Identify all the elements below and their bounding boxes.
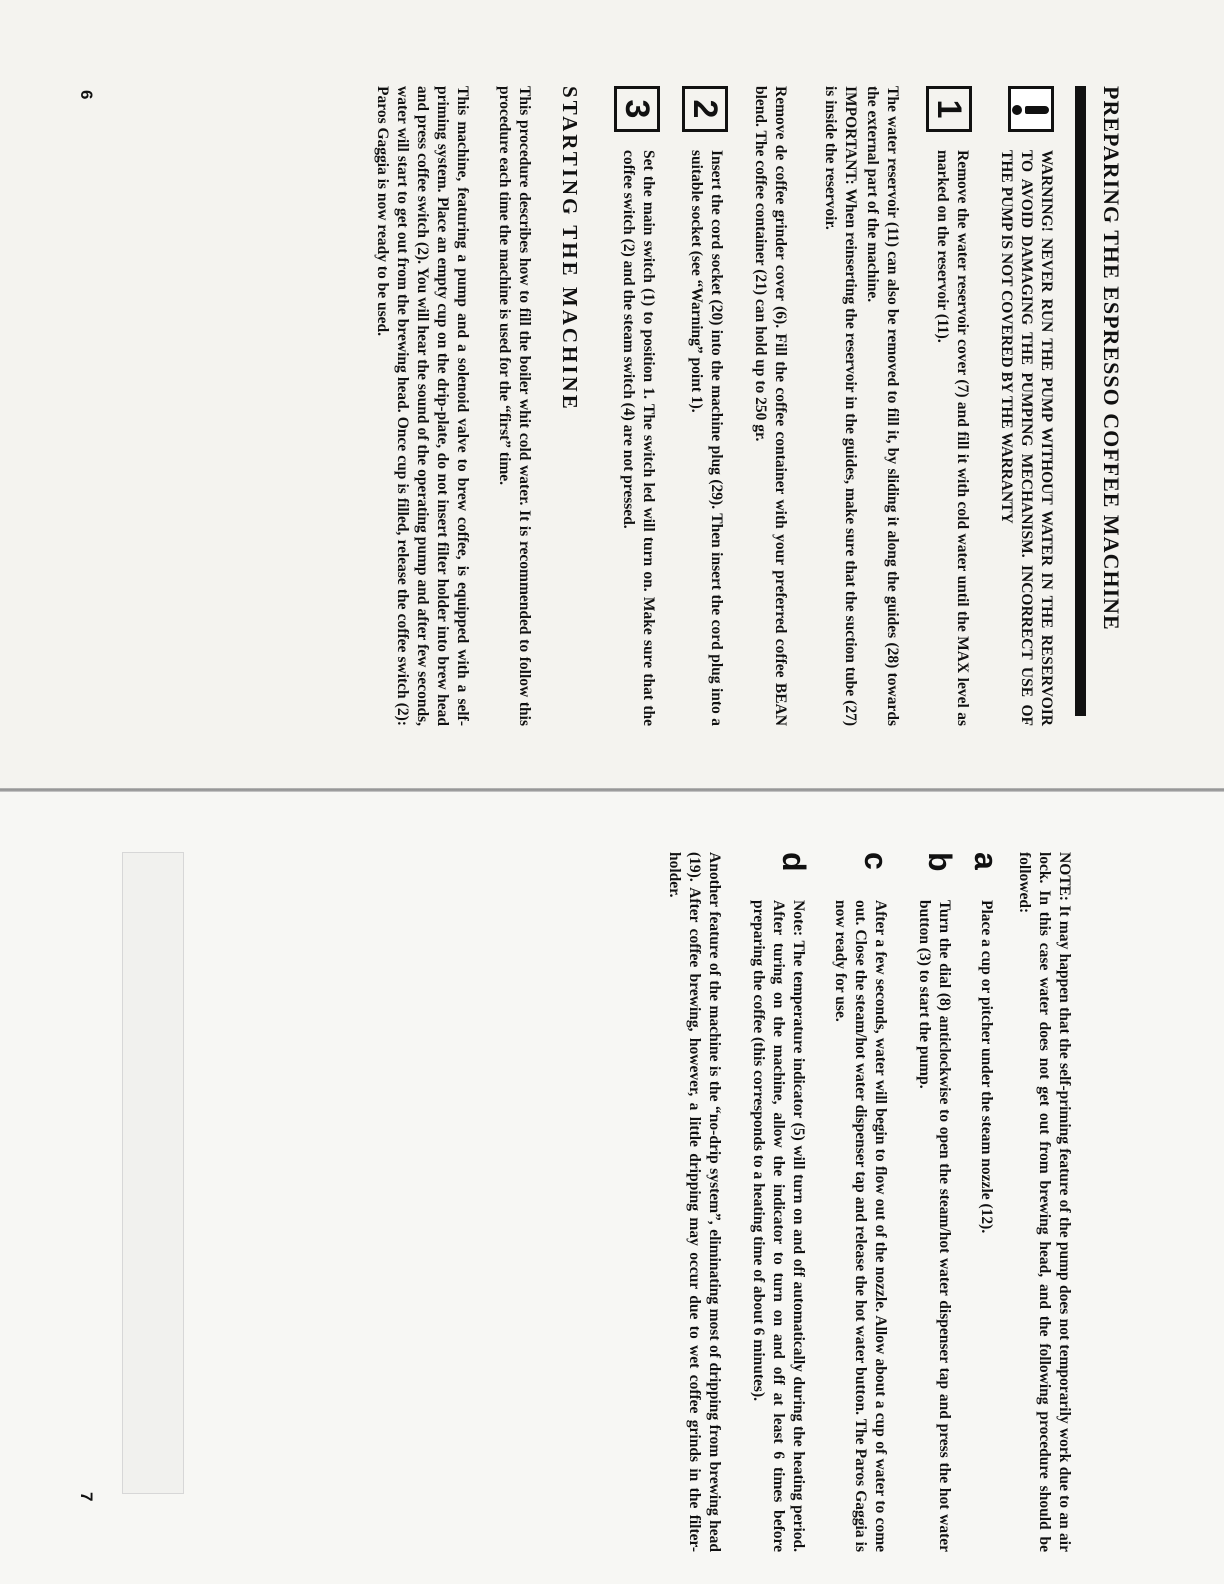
important-paragraph: IMPORTANT: When reinserting the reservoir in the guides, make sure that the suction tube (27) is inside the reservoir.	[822, 86, 859, 726]
page-7	[0, 792, 1224, 1584]
step-c-text: After a few seconds, water will begin to flow out of the nozzle. Allow about a cup of water to come out. Close the steam/hot water dispenser tap and release the hot water button. The Paros Gaggia is now ready for use.	[832, 900, 889, 1552]
bleed-through-artifact	[122, 852, 184, 1494]
title-rule	[1075, 86, 1086, 716]
step-a-text: Place a cup or pitcher under the steam nozzle (12).	[978, 900, 995, 1234]
step-d-text: Note: The temperature indicator (5) will turn on and off automatically during the heating period. After turing on the machine, allow the indicator to turn on and off at least 6 times before preparing the coffee (this corresponds to a heating time of about 6 minutes).	[750, 900, 807, 1552]
machine-paragraph: This machine, featuring a pump and a solenoid valve to brew coffee, is equipped with a self-priming system. Place an empty cup on the drip-plate, do not insert filter holder into brew head and press coffee switch (2). You will hear the sound of the operating pump and after few seconds, water will start to get out from the brewing head. Once cup is filled, release the coffee switch (2): Paros Gaggia is now ready to be used.	[374, 86, 471, 726]
grinder-paragraph: Remove de coffee grinder cover (6). Fill the coffee container with your preferred coffee BEAN blend. The coffee container (21) can hold up to 250 gr.	[752, 86, 789, 726]
nodrip-paragraph: Another feature of the machine is the “no-drip system”, eliminating most of dripping from brewing head (19). After coffee brewing, however, a little dripping may occur due to wet coffee grinds in the filter-holder.	[666, 852, 723, 1552]
step-d-marker: d	[776, 852, 812, 872]
section-heading: STARTING THE MACHINE	[558, 86, 582, 412]
page-6	[0, 0, 1224, 788]
warning-icon	[1008, 86, 1054, 132]
warning-text: WARNING! NEVER RUN THE PUMP WITHOUT WATER IN THE RESERVOIR TO AVOID DAMAGING THE PUMPING MECHANISM. INCORRECT USE OF THE PUMP IS NOT COVERED BY THE WARRANTY	[998, 150, 1055, 726]
reservoir-paragraph: The water reservoir (11) can also be removed to fill it, by sliding it along the guides (28) towards the external part of the machine.	[864, 86, 901, 726]
step-1-icon: 1	[926, 86, 972, 132]
step-3-icon: 3	[614, 86, 660, 132]
step-3-text: Set the main switch (1) to position 1. The switch led will turn on. Make sure that the coffee switch (2) and the steam switch (4) are not pressed.	[620, 150, 657, 726]
step-c-marker: c	[858, 852, 894, 870]
note-paragraph: NOTE: It may happen that the self-priming feature of the pump does not temporarily work due to an air lock. In this case water does not get out from brewing head, and the following procedure should be followed:	[1016, 852, 1073, 1552]
step-2-icon: 2	[682, 86, 728, 132]
step-2-text: Insert the cord socket (20) into the machine plug (29). Then insert the cord plug into a suitable socket (see “Warning” point 1).	[688, 150, 725, 726]
step-a-marker: a	[968, 852, 1004, 870]
page-number: 7	[77, 1492, 96, 1502]
step-b-text: Turn the dial (8) anticlockwise to open the steam/hot water dispenser tap and press the hot water button (3) to start the pump.	[916, 900, 953, 1552]
page-title: PREPARING THE ESPRESSO COFFEE MACHINE	[1099, 86, 1124, 631]
procedure-paragraph: This procedure describes how to fill the boiler whit cold water. It is recommended to follow this procedure each time the machine is used for the “first” time.	[496, 86, 533, 726]
page-number: 6	[77, 90, 96, 100]
step-b-marker: b	[922, 852, 958, 872]
step-1-text: Remove the water reservoir cover (7) and fill it with cold water until the MAX level as marked on the reservoir (11).	[934, 150, 971, 726]
